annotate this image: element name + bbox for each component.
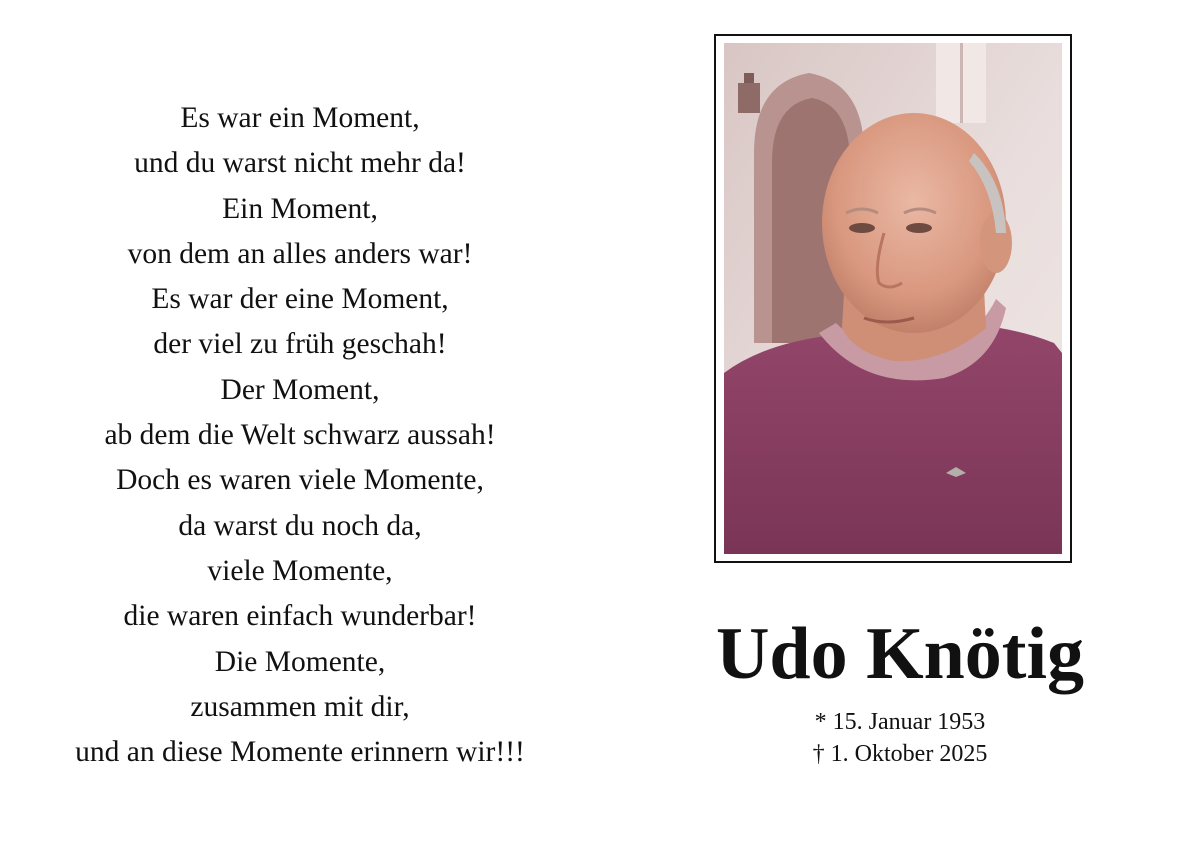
poem-line: Es war der eine Moment, — [151, 283, 449, 316]
poem-line: von dem an alles anders war! — [127, 237, 473, 270]
poem-line: Der Moment, — [220, 373, 380, 406]
poem-line: und du warst nicht mehr da! — [134, 147, 466, 180]
poem-line: da warst du noch da, — [178, 509, 422, 542]
poem-line: zusammen mit dir, — [190, 690, 410, 723]
portrait-photo — [724, 43, 1062, 554]
poem-line: der viel zu früh geschah! — [153, 328, 447, 361]
deceased-name: Udo Knötig — [715, 613, 1084, 695]
poem-line: Die Momente, — [214, 645, 386, 678]
poem-line: Es war ein Moment, — [180, 102, 420, 134]
life-dates — [700, 706, 1100, 770]
poem-line: und an diese Momente erinnern wir!!! — [75, 736, 525, 769]
death-date: † 1. Oktober 2025 — [812, 741, 988, 767]
poem-line: viele Momente, — [207, 554, 393, 587]
memorial-poem — [20, 96, 580, 775]
poem-line: Doch es waren viele Momente, — [116, 464, 484, 497]
poem-line: ab dem die Welt schwarz aussah! — [104, 419, 496, 452]
birth-date: * 15. Januar 1953 — [814, 709, 986, 735]
poem-line: die waren einfach wunderbar! — [123, 600, 477, 633]
portrait-frame — [714, 34, 1072, 563]
poem-line: Ein Moment, — [222, 192, 378, 225]
